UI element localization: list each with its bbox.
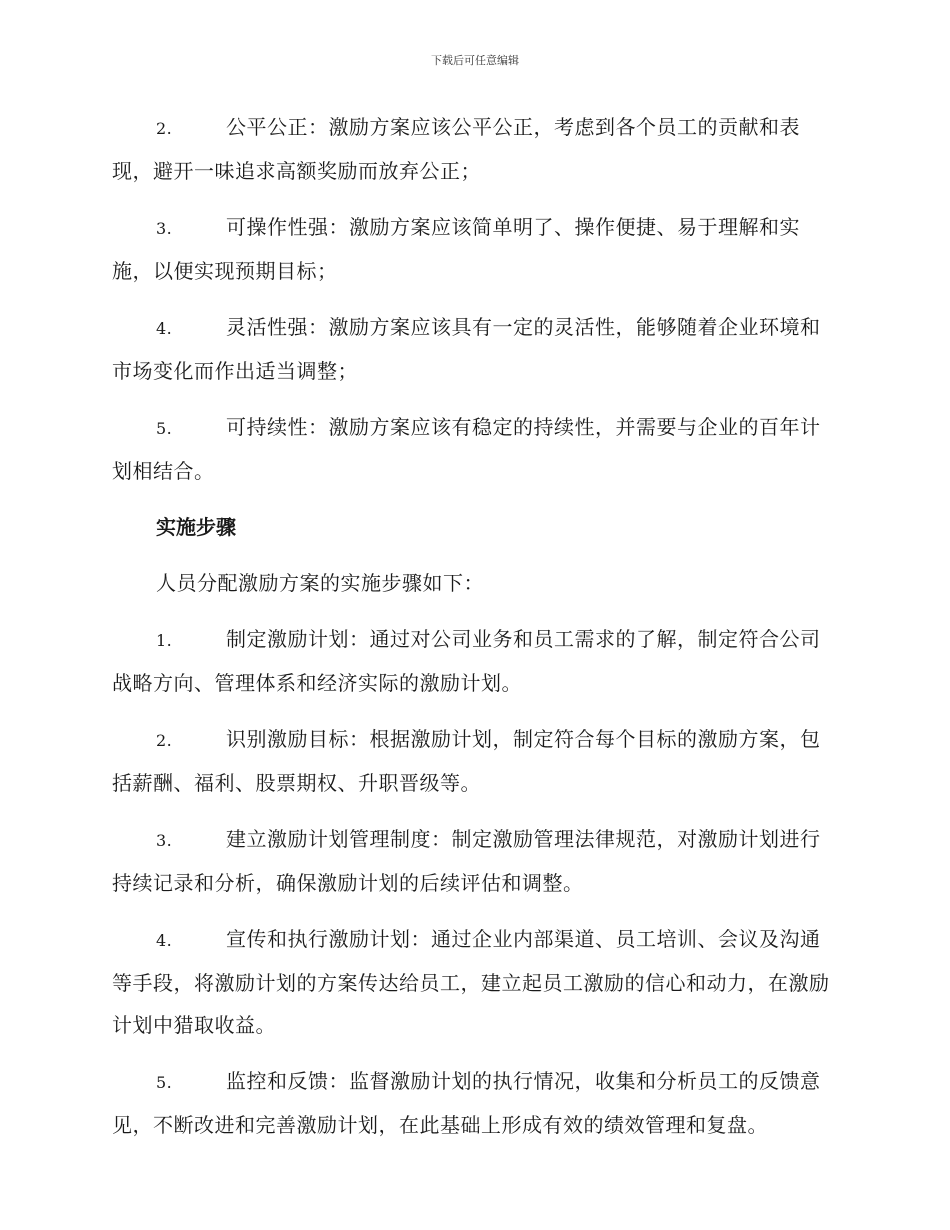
list-number: 2. (156, 731, 173, 750)
header-note: 下载后可任意编辑 (431, 54, 519, 67)
step-item (112, 918, 836, 1046)
principle-item (112, 306, 836, 392)
list-text: 灵活性强：激励方案应该具有一定的灵活性，能够随着企业环境和市场变化而作出适当调整； (112, 315, 821, 383)
list-number: 3. (156, 219, 173, 238)
list-number: 4. (156, 931, 173, 950)
step-item (112, 718, 836, 804)
principle-item (112, 206, 836, 292)
list-text: 公平公正：激励方案应该公平公正，考虑到各个员工的贡献和表现，避开一味追求高额奖励而放弃公正； (112, 115, 800, 183)
principle-item (112, 106, 836, 192)
document-body (112, 106, 836, 1160)
list-text: 可持续性：激励方案应该有稳定的持续性，并需要与企业的百年计划相结合。 (112, 415, 821, 483)
list-number: 3. (156, 831, 173, 850)
principle-item (112, 406, 836, 492)
list-number: 1. (156, 631, 173, 650)
list-number: 4. (156, 319, 173, 338)
section-intro: 人员分配激励方案的实施步骤如下： (156, 571, 484, 595)
list-text: 可操作性强：激励方案应该简单明了、操作便捷、易于理解和实施，以便实现预期目标； (112, 215, 800, 283)
step-item (112, 818, 836, 904)
list-text: 制定激励计划：通过对公司业务和员工需求的了解，制定符合公司战略方向、管理体系和经济实际的激励计划。 (112, 627, 821, 695)
step-item (112, 1060, 836, 1146)
step-item (112, 618, 836, 704)
list-text: 监控和反馈：监督激励计划的执行情况，收集和分析员工的反馈意见，不断改进和完善激励计划，在此基础上形成有效的绩效管理和复盘。 (112, 1069, 821, 1137)
list-text: 建立激励计划管理制度：制定激励管理法律规范，对激励计划进行持续记录和分析，确保激励计划的后续评估和调整。 (112, 827, 821, 895)
list-text: 宣传和执行激励计划：通过企业内部渠道、员工培训、会议及沟通等手段，将激励计划的方案传达给员工，建立起员工激励的信心和动力，在激励计划中猎取收益。 (112, 927, 830, 1037)
list-number: 5. (156, 419, 173, 438)
section-heading: 实施步骤 (156, 515, 236, 539)
list-number: 5. (156, 1073, 173, 1092)
list-text: 识别激励目标：根据激励计划，制定符合每个目标的激励方案，包括薪酬、福利、股票期权、升职晋级等。 (112, 727, 821, 795)
list-number: 2. (156, 119, 173, 138)
